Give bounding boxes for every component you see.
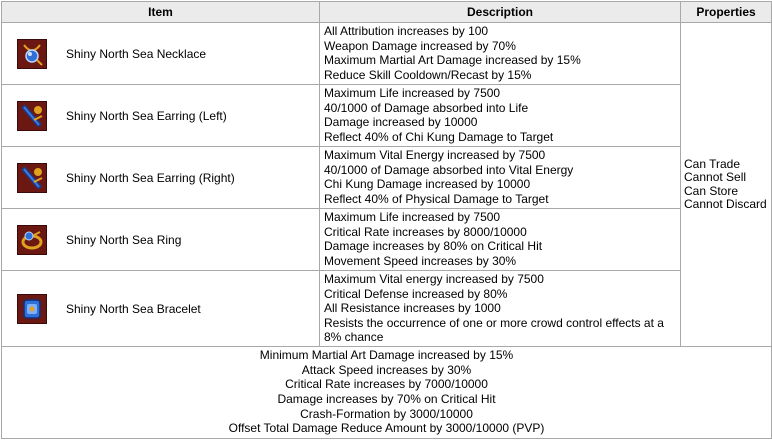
item-cell [2,85,320,147]
set-bonus-cell [2,347,772,439]
header-item: Item [2,2,320,23]
item-name: Shiny North Sea Necklace [66,46,207,61]
item-set-table [1,1,772,439]
table-row [2,271,772,347]
description-line: 40/1000 of Damage absorbed into Vital Energy [324,162,574,177]
description-cell [320,209,681,271]
description-line: Reflect 40% of Chi Kung Damage to Target [324,129,554,144]
table-row [2,23,772,85]
earring-icon [17,163,47,193]
description-line: Maximum Vital Energy increased by 7500 [324,148,546,162]
description-line: 40/1000 of Damage absorbed into Life [324,100,529,115]
description-line: Maximum Vital energy increased by 7500 [324,272,544,286]
property-line: Cannot Discard [684,197,767,211]
set-bonus-line: Minimum Martial Art Damage increased by 15% [259,348,514,363]
description-line: Critical Rate increases by 8000/10000 [324,224,527,239]
table-row [2,209,772,271]
header-description: Description [320,2,681,23]
description-cell [320,271,681,347]
description-line: Weapon Damage increased by 70% [324,38,516,53]
property-line: Cannot Sell [684,170,747,184]
description-line: Resists the occurrence of one or more crowd control effects at a 8% chance [324,315,664,344]
set-bonus-line: Attack Speed increases by 30% [301,362,472,377]
bracelet-icon [17,294,47,324]
description-line: Reduce Skill Cooldown/Recast by 15% [324,67,532,82]
set-bonus-line: Crash-Formation by 3000/10000 [300,406,473,421]
description-line: Maximum Martial Art Damage increased by 15% [324,53,581,67]
description-line: Chi Kung Damage increased by 10000 [324,177,531,191]
set-bonus-line: Damage increases by 70% on Critical Hit [277,392,496,406]
item-cell [2,209,320,271]
item-name: Shiny North Sea Bracelet [66,301,201,316]
table-row [2,147,772,209]
description-line: Critical Defense increased by 80% [324,286,508,301]
property-line: Can Store [684,183,739,198]
header-properties: Properties [681,2,772,23]
item-cell [2,23,320,85]
table-row [2,85,772,147]
set-bonus-line: Offset Total Damage Reduce Amount by 3000/10000 (PVP) [228,421,545,436]
table-header-row [2,2,772,23]
description-cell [320,85,681,147]
description-line: Maximum Life increased by 7500 [324,210,501,224]
item-cell [2,271,320,347]
necklace-icon [17,39,47,69]
description-line: All Resistance increases by 1000 [324,301,501,315]
item-cell [2,147,320,209]
description-cell [320,23,681,85]
description-line: Movement Speed increases by 30% [324,253,517,268]
description-line: Damage increased by 10000 [324,115,478,129]
property-line: Can Trade [684,156,741,171]
set-bonus-line: Critical Rate increases by 7000/10000 [285,377,488,392]
description-line: Maximum Life increased by 7500 [324,86,501,100]
earring-icon [17,101,47,131]
description-line: All Attribution increases by 100 [324,24,489,38]
description-line: Damage increases by 80% on Critical Hit [324,239,543,253]
set-bonus-row [2,347,772,439]
item-name: Shiny North Sea Earring (Right) [66,170,235,185]
item-name: Shiny North Sea Ring [66,232,182,247]
ring-icon [17,225,47,255]
item-name: Shiny North Sea Earring (Left) [66,108,227,123]
description-cell [320,147,681,209]
properties-cell [681,23,772,347]
description-line: Reflect 40% of Physical Damage to Target [324,191,549,206]
